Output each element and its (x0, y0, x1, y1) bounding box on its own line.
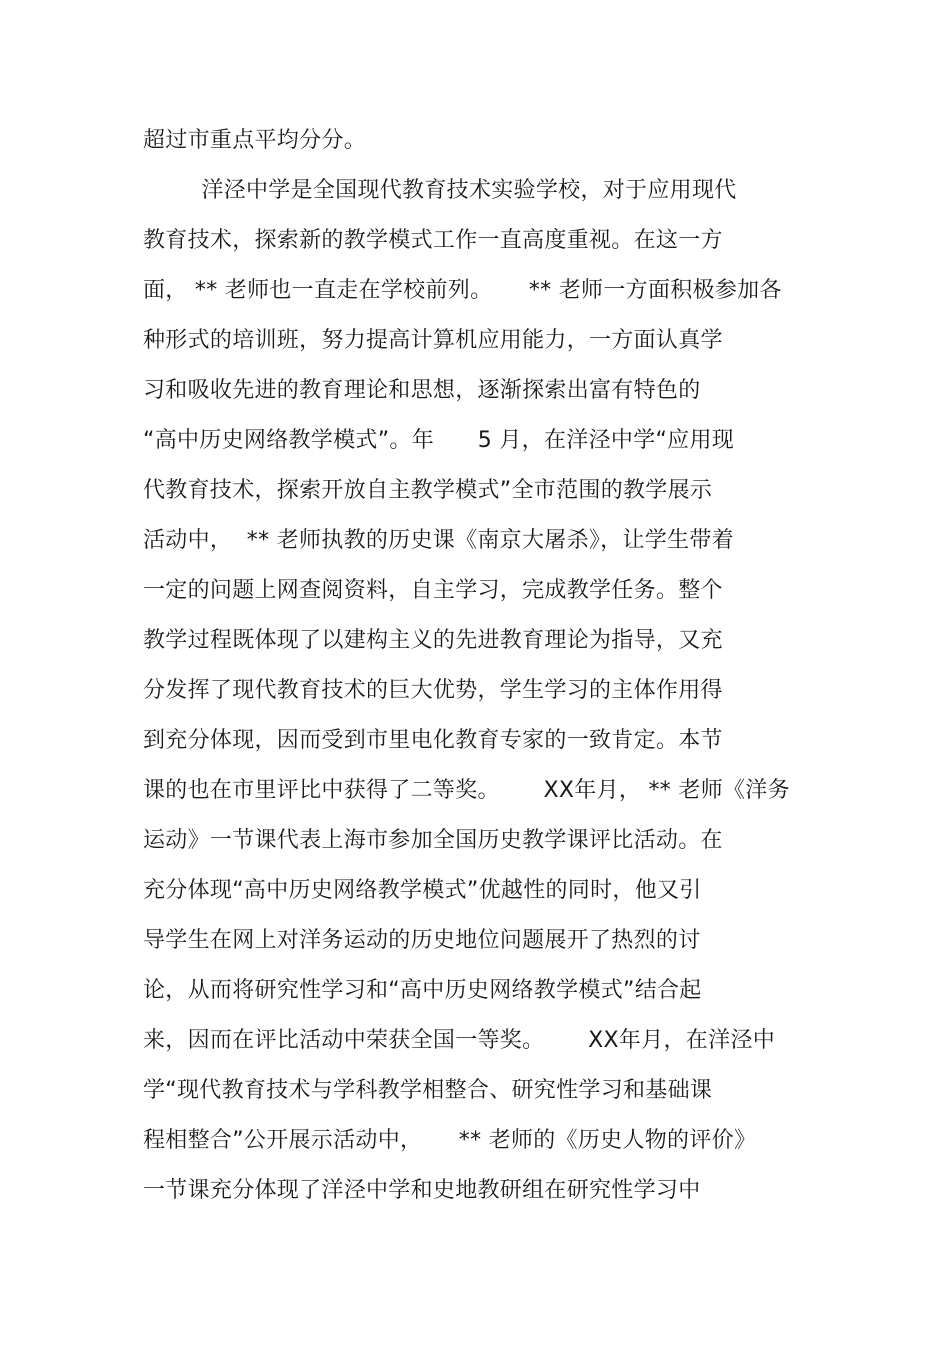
text-line: 活动中， ** 老师执教的历史课《南京大屠杀》，让学生带着 (143, 528, 734, 553)
text-line: 程相整合”公开展示活动中， ** 老师的《历史人物的评价》 (143, 1128, 757, 1153)
text-line: 代教育技术，探索开放自主教学模式”全市范围的教学展示 (143, 478, 713, 503)
text-line: 到充分体现，因而受到市里电化教育专家的一致肯定。本节 (143, 728, 723, 753)
text-line: 导学生在网上对洋务运动的历史地位问题展开了热烈的讨 (143, 928, 701, 953)
text-line: 教育技术，探索新的教学模式工作一直高度重视。在这一方 (143, 228, 723, 253)
text-line: 充分体现“高中历史网络教学模式”优越性的同时，他又引 (143, 878, 702, 903)
text-line: 学“现代教育技术与学科教学相整合、研究性学习和基础课 (143, 1078, 713, 1103)
text-line: 论，从而将研究性学习和“高中历史网络教学模式”结合起 (143, 978, 702, 1003)
text-line: 一定的问题上网查阅资料，自主学习，完成教学任务。整个 (143, 578, 723, 603)
text-line: 习和吸收先进的教育理论和思想，逐渐探索出富有特色的 (143, 378, 701, 403)
text-line: 来，因而在评比活动中荣获全国一等奖。 XX年月，在洋泾中 (143, 1028, 776, 1053)
text-line: 超过市重点平均分分。 (143, 128, 367, 153)
text-line: 一节课充分体现了洋泾中学和史地教研组在研究性学习中 (143, 1178, 701, 1203)
text-line: 种形式的培训班，努力提高计算机应用能力，一方面认真学 (143, 328, 723, 353)
text-line: 分发挥了现代教育技术的巨大优势，学生学习的主体作用得 (143, 678, 723, 703)
text-line: 运动》一节课代表上海市参加全国历史教学课评比活动。在 (143, 828, 723, 853)
text-line: 洋泾中学是全国现代教育技术实验学校，对于应用现代 (143, 178, 737, 203)
text-line: 教学过程既体现了以建构主义的先进教育理论为指导，又充 (143, 628, 723, 653)
text-line: 课的也在市里评比中获得了二等奖。 XX年月， ** 老师《洋务 (143, 778, 790, 803)
text-line: 面， ** 老师也一直走在学校前列。 ** 老师一方面积极参加各 (143, 278, 782, 303)
text-line: “高中历史网络教学模式”。年 5 月，在洋泾中学“应用现 (143, 428, 735, 453)
